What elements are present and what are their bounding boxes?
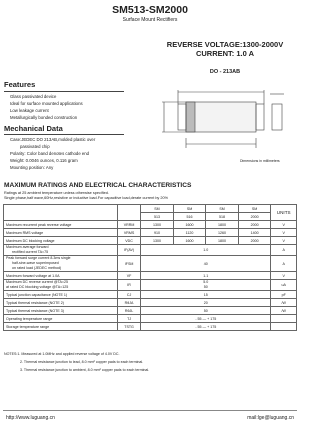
table-cell-value: 1300 <box>141 237 174 245</box>
table-cell-value: 1600 <box>173 237 206 245</box>
current-label: CURRENT: 1.0 A <box>195 49 255 58</box>
table-cell-value: - 55 — + 175 <box>141 315 271 323</box>
note-line: 2. Thermal resistance junction to lead, 8.0 mm² copper pads to each terminal. <box>20 360 144 364</box>
table-cell-param: Maximum DC blocking voltage <box>4 237 118 245</box>
dimensions-note: Dimensions in millimeters <box>240 159 280 163</box>
table-cell-param: Storage temperature range <box>4 323 118 331</box>
mechanical-item: Polarity: Color band denotes cathode end <box>10 151 90 156</box>
table-header-cell: 516 <box>173 213 206 221</box>
table-cell-unit: /W <box>271 299 297 307</box>
ratings-table <box>3 204 297 331</box>
table-cell-value: 1120 <box>173 229 206 237</box>
table-row <box>4 237 297 245</box>
table-cell-symbol: IR <box>117 280 140 291</box>
table-cell-symbol: VDC <box>117 237 140 245</box>
table-cell-unit <box>271 323 297 331</box>
table-cell-value: 40 <box>141 256 271 272</box>
table-cell-value: 15 <box>141 291 271 299</box>
table-cell-value: 1800 <box>206 221 239 229</box>
param-line: Maximum average forward <box>6 245 49 249</box>
table-cell-symbol: TSTG <box>117 323 140 331</box>
table-cell-symbol: VRRM <box>117 221 140 229</box>
table-cell-value: 1.0 <box>141 245 271 256</box>
table-cell-param <box>4 245 118 256</box>
feature-item: Glass passivated device <box>10 94 57 99</box>
notes-block <box>4 350 149 374</box>
table-cell-symbol: RθJA <box>117 299 140 307</box>
table-cell-param: Typical junction capacitance (NOTE 1) <box>4 291 118 299</box>
param-line: Maximum DC reverse current @TA=25 <box>6 280 68 284</box>
note-line: 3. Thermal resistance junction to ambient, 8.0 mm² copper pads to each terminal. <box>20 368 150 372</box>
page-subtitle: Surface Mount Rectifiers <box>122 17 178 23</box>
feature-item: Ideal for surface mounted applications <box>10 101 83 106</box>
table-cell-value: 2000 <box>238 237 271 245</box>
table-cell-unit: V <box>271 221 297 229</box>
table-header-cell: SM <box>238 205 271 213</box>
table-cell-value: 2000 <box>238 221 271 229</box>
ratings-note-load: Single phase,half wave,60Hz,resistive or inductive load.For capacitive load,derate current by 20% <box>4 196 168 200</box>
package-label: DO - 213AB <box>209 69 241 75</box>
package-outline-drawing <box>158 80 290 158</box>
mechanical-item: passivated chip <box>20 144 50 149</box>
table-header-cell <box>117 205 140 221</box>
table-cell-symbol: TJ <box>117 315 140 323</box>
table-cell-value: 50 <box>141 307 271 315</box>
table-cell-param: Maximum forward voltage at 1.0A <box>4 272 118 280</box>
table-cell-unit: pF <box>271 291 297 299</box>
table-cell-unit: V <box>271 229 297 237</box>
page-title: SM513-SM2000 <box>112 4 188 16</box>
table-row <box>4 299 297 307</box>
mechanical-divider <box>4 134 124 135</box>
footer-url[interactable]: http://www.luguang.cn <box>6 415 55 421</box>
features-divider <box>4 91 124 92</box>
param-line: at rated DC blocking voltage @TA=125 <box>6 285 69 289</box>
table-cell-param <box>4 280 118 291</box>
table-header-cell <box>4 205 118 221</box>
table-header-cell: SM <box>141 205 174 213</box>
mechanical-list <box>10 136 95 171</box>
mechanical-item: Weight: 0.0046 ounces, 0.116 gram <box>10 158 78 163</box>
note-line: NOTES:1. Measured at 1.0MHz and applied reverse voltage of 4.0V DC. <box>4 352 120 356</box>
value-line: 50 <box>203 285 208 289</box>
table-row <box>4 272 297 280</box>
table-cell-value: 1400 <box>238 229 271 237</box>
table-row <box>4 229 297 237</box>
table-header-units: UNITS <box>271 205 297 221</box>
param-line: Peak forward surge current 8.3ms single <box>6 256 71 260</box>
table-header-cell: SM <box>206 205 239 213</box>
features-heading: Features <box>4 80 36 89</box>
mechanical-heading: Mechanical Data <box>4 124 63 133</box>
reverse-voltage-label: REVERSE VOLTAGE:1300-2000V <box>166 40 284 49</box>
table-header-row <box>4 205 297 213</box>
table-cell-param: Typical thermal resistance (NOTE 2) <box>4 299 118 307</box>
table-cell-unit: uA <box>271 280 297 291</box>
mechanical-item: Mounting position: Any <box>10 165 54 170</box>
table-header-cell: 513 <box>141 213 174 221</box>
table-cell-value: - 55 — + 175 <box>141 323 271 331</box>
table-header-cell: 518 <box>206 213 239 221</box>
table-cell-value: 20 <box>141 299 271 307</box>
param-line: rectified current TA=75 <box>12 250 49 254</box>
features-list <box>10 93 83 121</box>
param-line: half-sine-wave superimposed <box>12 261 59 265</box>
table-row <box>4 291 297 299</box>
table-row <box>4 323 297 331</box>
table-header-cell: SM <box>173 205 206 213</box>
table-cell-param: Typical thermal resistance (NOTE 3) <box>4 307 118 315</box>
table-cell-unit: A <box>271 245 297 256</box>
table-cell-symbol: VRMS <box>117 229 140 237</box>
table-header-cell: 2000 <box>238 213 271 221</box>
table-cell-unit: /W <box>271 307 297 315</box>
table-cell-param: Operating temperature range <box>4 315 118 323</box>
table-cell-value: 910 <box>141 229 174 237</box>
table-cell-unit: A <box>271 256 297 272</box>
table-cell-symbol: VF <box>117 272 140 280</box>
value-line: 5.0 <box>203 280 209 284</box>
table-cell-value: 1300 <box>141 221 174 229</box>
table-row <box>4 307 297 315</box>
table-cell-value: 1800 <box>206 237 239 245</box>
table-cell-symbol: RθJL <box>117 307 140 315</box>
table-row <box>4 315 297 323</box>
param-line: on rated load (JEDEC method) <box>12 266 62 270</box>
table-cell-unit: V <box>271 272 297 280</box>
table-cell-symbol: CJ <box>117 291 140 299</box>
table-cell-symbol: IFSM <box>117 256 140 272</box>
table-cell-value <box>141 280 271 291</box>
table-row <box>4 280 297 291</box>
table-cell-value: 1260 <box>206 229 239 237</box>
table-cell-unit <box>271 315 297 323</box>
table-cell-symbol: IF(AV) <box>117 245 140 256</box>
table-cell-unit: V <box>271 237 297 245</box>
mechanical-item: Case:JEDEC DO 213AB,molded plastic over <box>10 137 96 142</box>
ratings-note-ambient: Ratings at 25 ambient temperature unless otherwise specified. <box>4 191 109 195</box>
feature-item: Low leakage current <box>10 108 49 113</box>
ratings-heading: MAXIMUM RATINGS AND ELECTRICAL CHARACTERISTICS <box>4 182 192 189</box>
table-cell-param: Maximum recurrent peak reverse voltage <box>4 221 118 229</box>
table-cell-value: 1.1 <box>141 272 271 280</box>
footer-email[interactable]: mail:lge@luguang.cn <box>247 415 294 421</box>
feature-item: Metallurgically bonded construction <box>10 115 78 120</box>
table-row <box>4 221 297 229</box>
rating-summary <box>150 40 300 58</box>
table-cell-param: Maximum RMS voltage <box>4 229 118 237</box>
table-row <box>4 245 297 256</box>
table-cell-value: 1600 <box>173 221 206 229</box>
table-row <box>4 256 297 272</box>
footer-divider <box>3 410 297 411</box>
table-cell-param <box>4 256 118 272</box>
